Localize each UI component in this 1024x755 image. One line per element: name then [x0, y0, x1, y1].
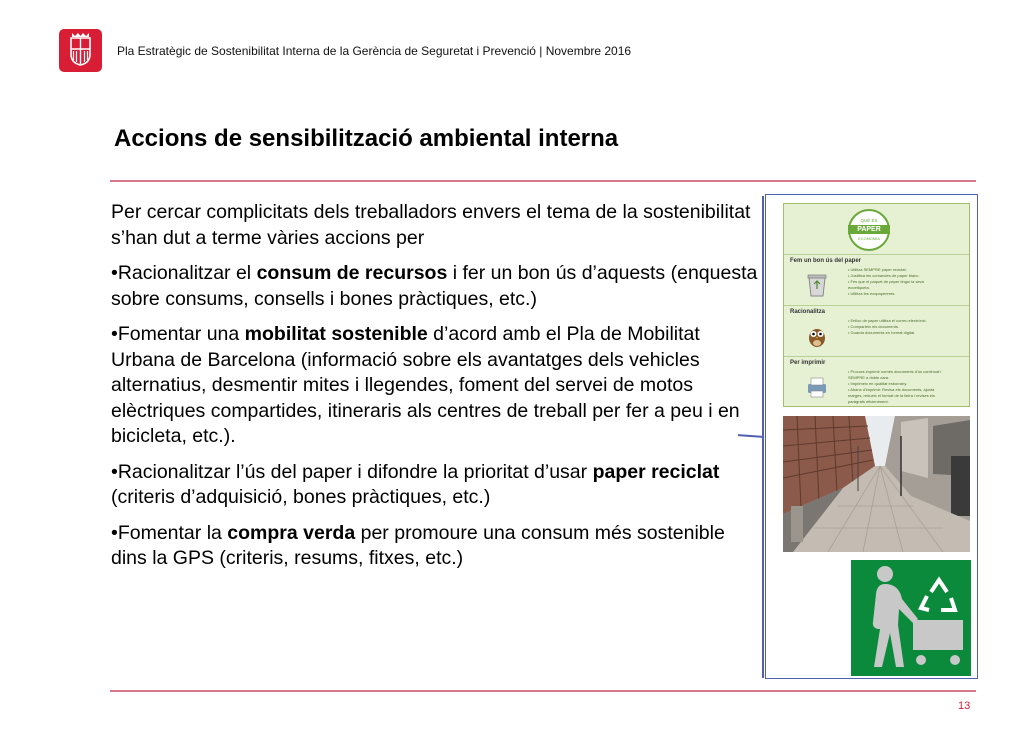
slide-title: Accions de sensibilització ambiental interna: [114, 125, 619, 152]
recycle-bin-icon: [806, 272, 828, 298]
poster-section-lines: • Enlloc de paper utilitza el correu electrònic. • Comparteix els documents. • Guarda documents en format digital.: [848, 318, 927, 335]
badge-label: PAPER: [848, 225, 890, 234]
paper-badge: [848, 209, 890, 251]
sidewalk-street-photo: [783, 416, 970, 552]
top-divider: [110, 180, 976, 182]
shopping-cart-recycle-icon: [851, 560, 971, 676]
page-number: 13: [958, 700, 971, 712]
barcelona-logo: [59, 29, 102, 72]
poster-section-lines: • Procura imprimir només documents d'ús continuat i SEMPRE a doble cara. • Imprimeix en qualitat esborrany. • Abans d'imprimir: Revisa els documents, ajusta marges, redueix el format de la lletra i revises els paràgrafs eficientment.: [848, 369, 942, 404]
bottom-divider: [110, 690, 976, 692]
bullet-item: •Racionalitzar l’ús del paper i difondre la prioritat d’usar paper reciclat (criteris d’adquisició, bones pràctiques, etc.): [111, 460, 720, 508]
owl-icon: [806, 323, 828, 349]
poster-section-title: Per imprimir: [790, 360, 826, 366]
paper-poster: [783, 203, 970, 407]
poster-section-lines: • Utilitza SEMPRE paper reciclat. • Justifica les comandes de paper blanc. • Fes que el paquet de paper tingui la seva ecoetiqueta. • Utilitza les ecopapereres.: [848, 267, 924, 296]
printer-icon: [806, 374, 828, 400]
poster-section-title: Fem un bon ús del paper: [790, 258, 862, 264]
bullet-item: •Racionalitzar el consum de recursos i fer un bon ús d’aquests (enquesta sobre consums, consells i bones pràctiques, etc.): [111, 262, 758, 310]
intro-paragraph: Per cercar complicitats dels treballadors envers el tema de la sostenibilitat s’han dut a terme vàries accions per: [111, 201, 751, 249]
poster-section: [784, 306, 969, 357]
header-subtitle: Pla Estratègic de Sostenibilitat Interna de la Gerència de Seguretat i Prevenció | Novembre 2016: [117, 44, 632, 58]
poster-section: [784, 357, 969, 407]
bullet-item: •Fomentar la compra verda per promoure una consum més sostenible dins la GPS (criteris, resums, fitxes, etc.): [111, 521, 725, 569]
poster-header: [784, 204, 969, 255]
bullet-item: •Fomentar una mobilitat sostenible d’acord amb el Pla de Mobilitat Urbana de Barcelona (informació sobre els avantatges dels vehicles alternatius, desmentir mites i llegendes, foment del servei de motos elèctriques compartides, itineraris als centres de treball per fer a peu i en bicicleta, etc.).: [111, 323, 740, 447]
poster-section: [784, 255, 969, 306]
body-text: [111, 200, 759, 582]
badge-top-text: QUÈ ÉS: [860, 218, 878, 223]
city-shield-icon: [59, 29, 102, 72]
badge-bottom-text: ECONOMIA: [858, 236, 880, 241]
poster-section-title: Racionalitza: [790, 309, 826, 315]
